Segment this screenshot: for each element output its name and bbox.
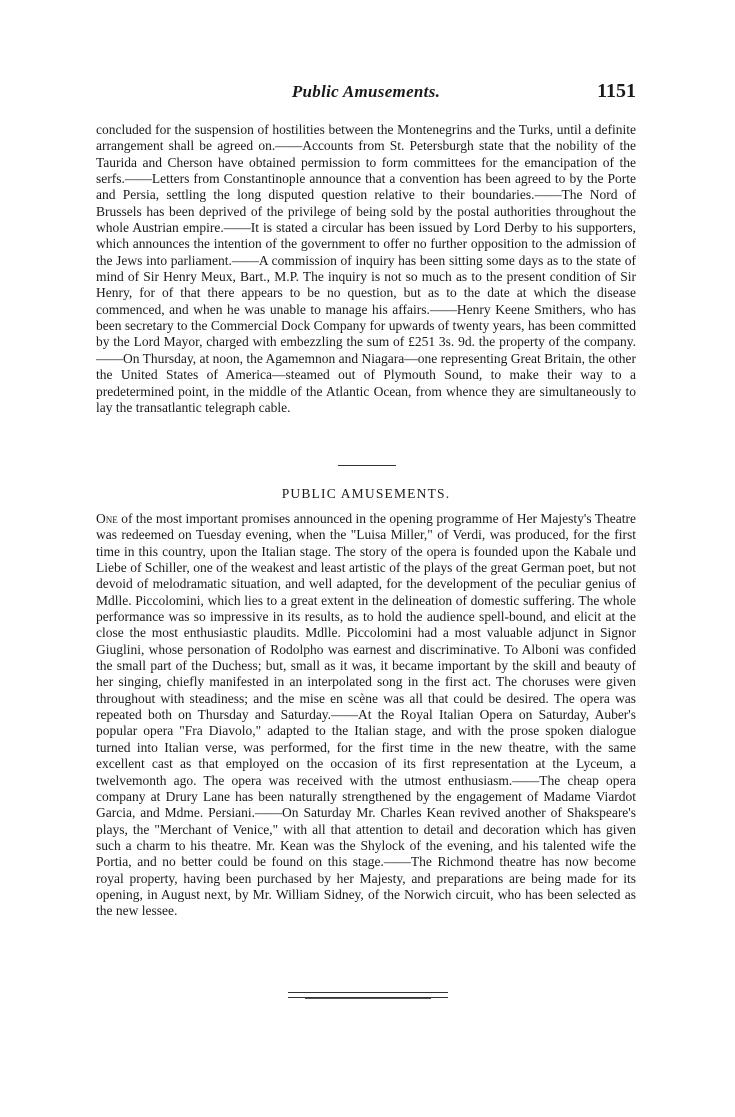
section-title: PUBLIC AMUSEMENTS. (281, 486, 451, 501)
news-summary (96, 122, 636, 416)
public-amusements-article (96, 511, 636, 920)
running-head: Public Amusements. (291, 82, 441, 101)
section-divider (338, 465, 396, 466)
article-body: of the most important promises announced in the opening programme of Her Majesty's Theatre was redeemed on Tuesday evening, when the "Luisa Miller," of Verdi, was produced, for the first time in this country, upon the Italian stage. The story of the opera is founded upon the Kabale und Liebe of Schiller, one of the weakest and least artistic of the plays of the great German poet, but not devoid of melodramatic situation, and well adapted, for the development of the peculiar genius of Mdlle. Piccolomini, which lies to a great extent in the delineation of domestic suffering. The whole performance was so impressive in its results, as to hold the audience spell-bound, and elicit at the close the most enthusiastic plaudits. Mdlle. Piccolomini had a most valuable adjunct in Signor Giuglini, whose personation of Rodolpho was earnest and discriminative. To Alboni was confided the small part of the Duchess; but, small as it was, it became important by the skill and beauty of her singing, chiefly manifested in an interpolated song in the first act. The choruses were given throughout with steadiness; and the mise en scène was all that could be desired. The opera was repeated both on Thursday and Saturday.——At the Royal Italian Opera on Saturday, Auber's popular opera "Fra Diavolo," adapted to the Italian stage, and with the prose spoken dialogue turned into Italian verse, was performed, for the first time in the new theatre, with the same excellent cast as that employed on the occasion of its first representation at the Lyceum, a twelvemonth ago. The opera was received with the utmost enthusiasm.——The cheap opera company at Drury Lane has been naturally strengthened by the engagement of Madame Viardot Garcia, and Mdme. Persiani.——On Saturday Mr. Charles Kean revived another of Shakspeare's plays, the "Merchant of Venice," with all that attention to detail and decoration which has given such a charm to his theatre. Mr. Kean was the Shylock of the evening, and his talented wife the Portia, and no better could be found on this stage.——The Richmond theatre has now become royal property, having been purchased by her Majesty, and preparations are being made for its opening, in August next, by Mr. William Sidney, of the Norwich circuit, who has been selected as the new lessee. (96, 511, 636, 919)
opening-word: One (96, 511, 118, 526)
page-header (96, 80, 636, 104)
page-number: 1151 (597, 80, 636, 102)
article-paragraph (96, 511, 636, 920)
news-paragraph: concluded for the suspension of hostilities between the Montenegrins and the Turks, until a definite arrangement shall be agreed on.——Accounts from St. Petersburgh state that the nobility of the Taurida and Cherson have obtained permission to form committees for the emancipation of the serfs.——Letters from Constantinople announce that a convention has been agreed to by the Porte and Persia, settling the long disputed question relative to their boundaries.——The Nord of Brussels has been deprived of the privilege of being sold by the postal authorities throughout the whole Austrian empire.——It is stated a circular has been issued by Lord Derby to his supporters, which announces the intention of the government to offer no further opposition to the admission of the Jews into parliament.——A commission of inquiry has been sitting some days as to the state of mind of Sir Henry Meux, Bart., M.P. The inquiry is not so much as to the present condition of Sir Henry, for of that there appears to be no question, but as to the date at which the disease commenced, and when he was unable to manage his affairs.——Henry Keene Smithers, who has been secretary to the Commercial Dock Company for upwards of twenty years, has been committed by the Lord Mayor, charged with embezzling the sum of £251 3s. 9d. the property of the company.——On Thursday, at noon, the Agamemnon and Niagara—one representing Great Britain, the other the United States of America—steamed out of Plymouth Sound, to make their way to a predetermined point, in the middle of the Atlantic Ocean, from whence they are simultaneously to lay the transatlantic telegraph cable. (96, 122, 636, 415)
end-rule-inner (305, 998, 431, 999)
